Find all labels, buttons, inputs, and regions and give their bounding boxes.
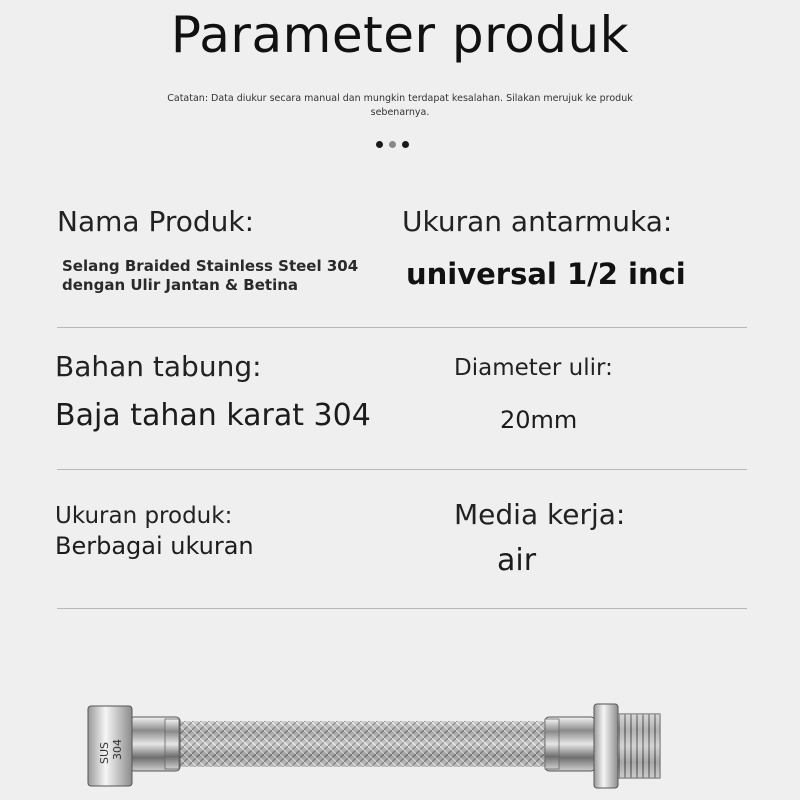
product-size-value: Berbagai ukuran [55,532,254,560]
interface-size-label: Ukuran antarmuka: [402,205,673,238]
disclaimer-note: Catatan: Data diukur secara manual dan mungkin terdapat kesalahan. Silakan merujuk ke produk sebenarnya. [167,93,633,118]
product-size-label: Ukuran produk: [55,503,233,529]
interface-size-value: universal 1/2 inci [406,257,686,291]
page-title: Parameter produk [170,6,630,64]
working-medium-value: air [497,543,537,578]
thread-diameter-label: Diameter ulir: [454,355,613,381]
product-name-value: Selang Braided Stainless Steel 304 dengan Ulir Jantan & Betina [62,257,359,294]
carousel-dot[interactable] [402,141,409,148]
carousel-dot[interactable] [376,141,383,148]
tube-material-label: Bahan tabung: [55,350,262,383]
tube-material-value: Baja tahan karat 304 [55,398,371,433]
working-medium-label: Media kerja: [454,498,626,531]
fitting-marking: 304 [111,739,124,760]
hose-product-image [0,690,800,800]
divider [57,469,747,470]
thread-diameter-value: 20mm [500,406,578,434]
carousel-dot-active[interactable] [389,141,396,148]
divider [57,608,747,609]
divider [57,327,747,328]
product-name-label: Nama Produk: [57,205,255,238]
carousel-indicator[interactable] [376,141,409,149]
fitting-marking: SUS [98,741,111,764]
